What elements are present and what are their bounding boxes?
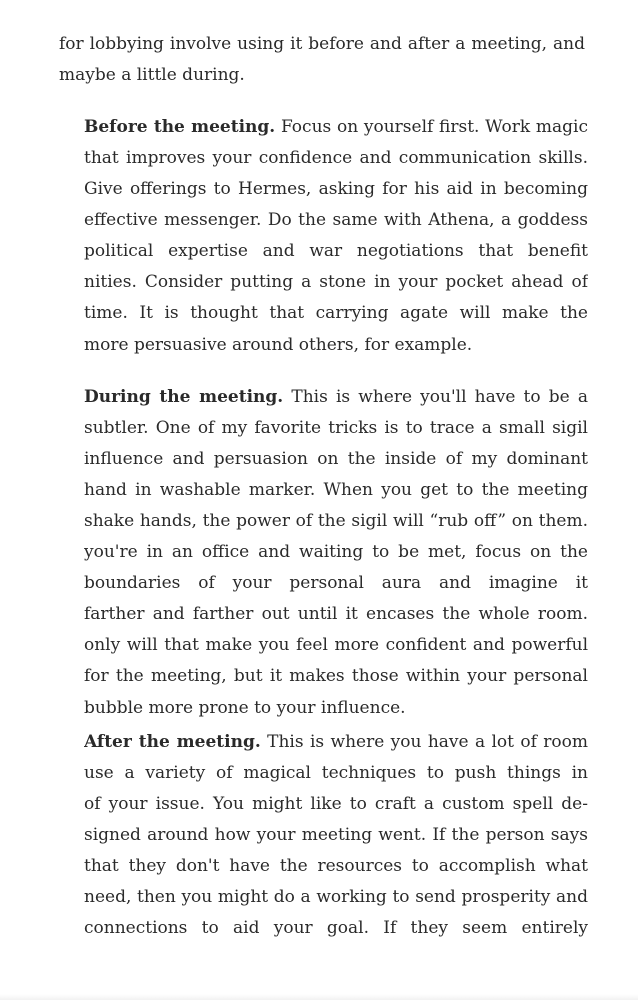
paragraph-line: Give offerings to Hermes, asking for his aid in becoming <box>84 179 588 199</box>
paragraph-line: connections to aid your goal. If they seem entirely <box>84 918 588 938</box>
paragraph-line: that they don't have the resources to accomplish what <box>84 856 588 876</box>
page-bottom-edge <box>0 994 638 1000</box>
intro-line: maybe a little during. <box>59 65 245 85</box>
paragraph-line: signed around how your meeting went. If the person says <box>84 825 588 845</box>
intro-line: for lobbying involve using it before and after a meeting, and <box>59 34 585 54</box>
paragraph-text: This is where you have a lot of room <box>267 732 588 752</box>
paragraph-line: more persuasive around others, for example. <box>84 335 473 355</box>
paragraph-line: subtler. One of my favorite tricks is to trace a small sigil <box>84 418 588 438</box>
paragraph-line: only will that make you feel more confident and powerful <box>84 635 588 655</box>
section-first-line <box>84 116 588 138</box>
section-first-line <box>84 731 588 753</box>
paragraph-line: hand in washable marker. When you get to the meeting <box>84 480 588 500</box>
paragraph-line: effective messenger. Do the same with Athena, a goddess <box>84 210 588 230</box>
paragraph-line: time. It is thought that carrying agate will make the <box>84 303 588 323</box>
paragraph-line: of your issue. You might like to craft a custom spell de- <box>84 794 588 814</box>
paragraph-line: need, then you might do a working to send prosperity and <box>84 887 588 907</box>
paragraph-text: Focus on yourself first. Work magic <box>275 117 588 137</box>
paragraph-line: boundaries of your personal aura and imagine it <box>84 573 588 593</box>
paragraph-line: political expertise and war negotiations that benefit <box>84 241 588 261</box>
paragraph-line: nities. Consider putting a stone in your pocket ahead of <box>84 272 588 292</box>
section-first-line <box>84 386 588 408</box>
section-heading-before: Before the meeting. <box>84 117 276 137</box>
paragraph-line: you're in an office and waiting to be met, focus on the <box>84 542 588 562</box>
paragraph-line: farther and farther out until it encases the whole room. <box>84 604 588 624</box>
paragraph-line: shake hands, the power of the sigil will “rub off” on them. <box>84 511 588 531</box>
paragraph-text: This is where you'll have to be a <box>291 387 588 407</box>
paragraph-line: that improves your confidence and communication skills. <box>84 148 588 168</box>
paragraph-line: bubble more prone to your influence. <box>84 698 406 718</box>
section-heading-during: During the meeting. <box>84 387 284 407</box>
paragraph-line: influence and persuasion on the inside of my dominant <box>84 449 588 469</box>
section-heading-after: After the meeting. <box>84 732 261 752</box>
paragraph-line: for the meeting, but it makes those within your personal <box>84 666 588 686</box>
paragraph-line: use a variety of magical techniques to push things in <box>84 763 588 783</box>
